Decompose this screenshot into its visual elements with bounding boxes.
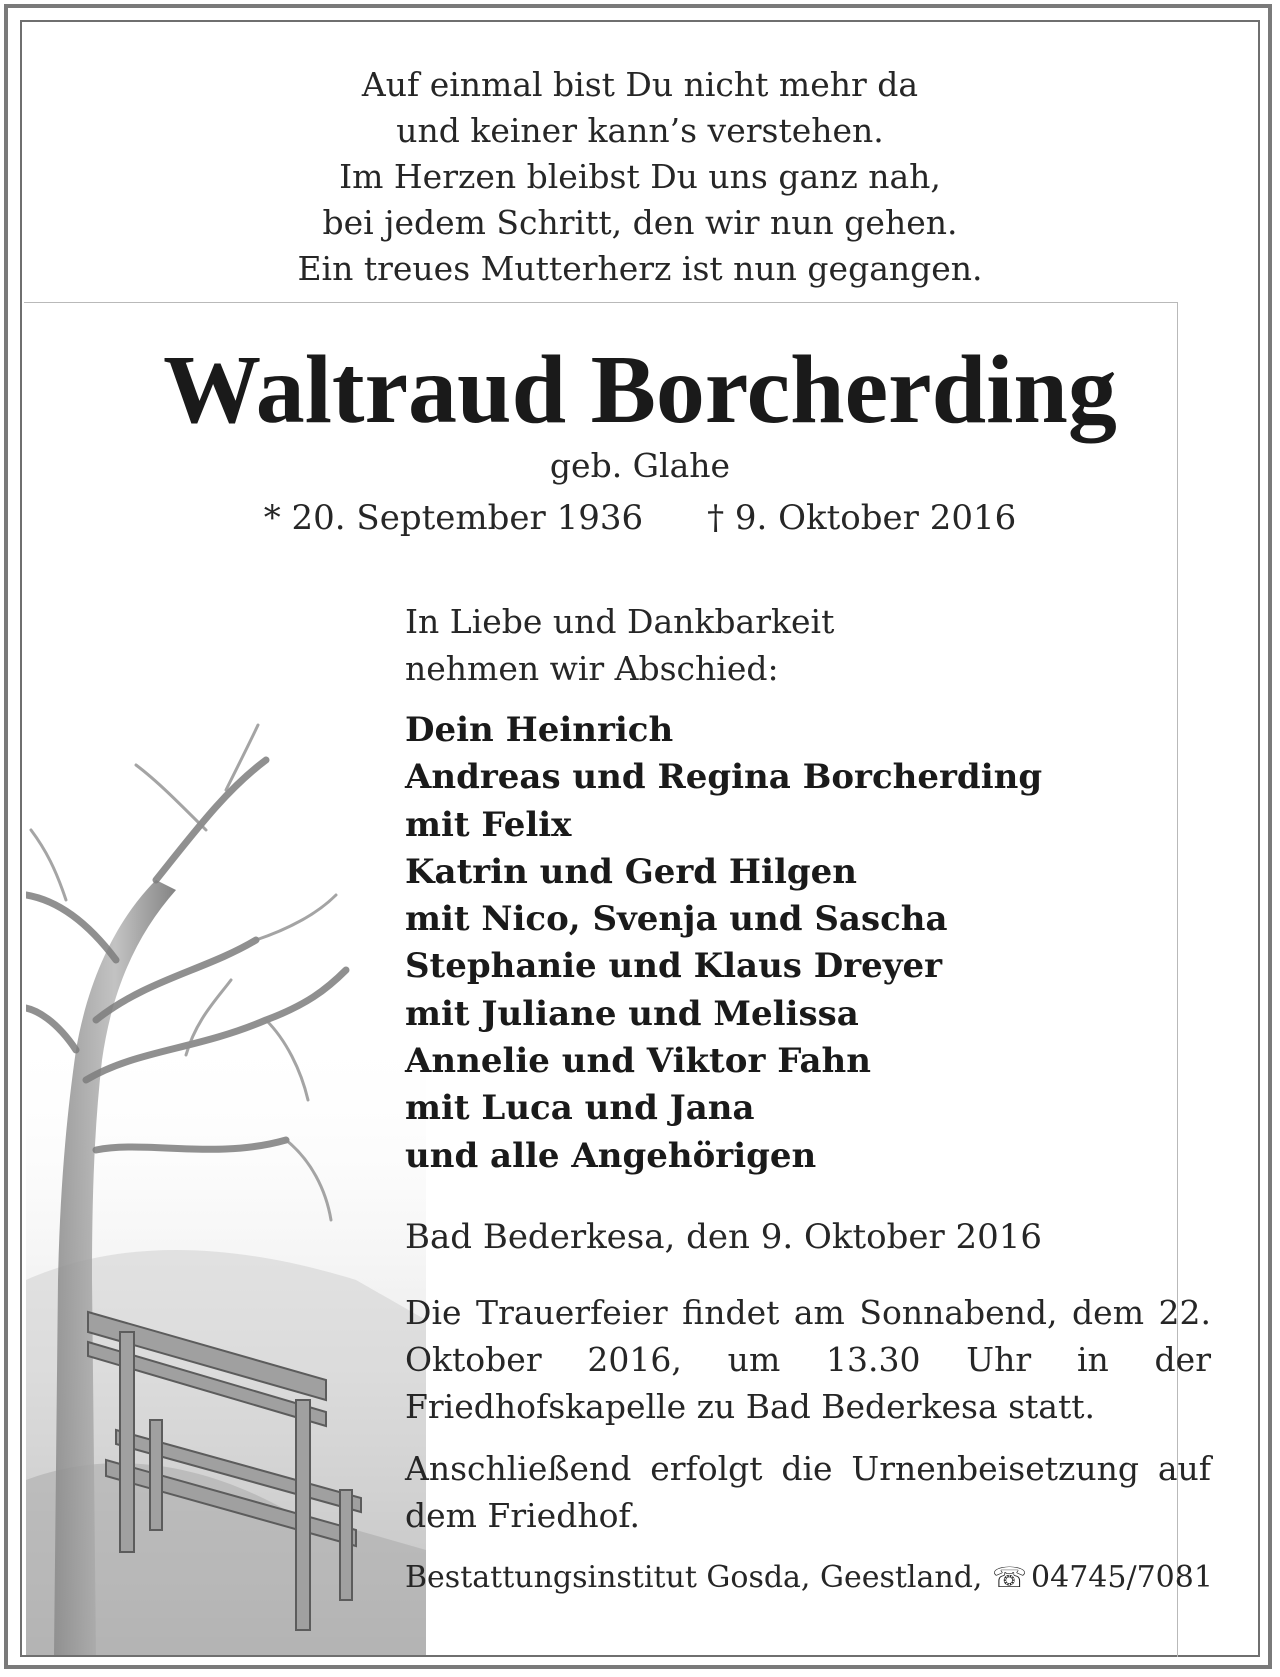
burial-text: Anschließend erfolgt die Urnenbeisetzung auf dem Friedhof. [405,1449,1211,1535]
poem-line: Auf einmal bist Du nicht mehr da [361,65,919,104]
poem-line: und keiner kann’s verstehen. [396,111,884,150]
life-dates [60,497,1220,539]
mourner: Andreas und Regina Borcherding [405,757,1043,798]
mourner: Dein Heinrich [405,710,674,750]
maiden-name: geb. Glahe [549,446,731,485]
mourner: mit Luca und Jana [405,1088,755,1129]
undertaker-name: Bestattungsinstitut Gosda, Geestland, [405,1560,983,1595]
tree-and-bench-illustration [26,720,426,1655]
poem-line: Im Herzen bleibst Du uns ganz nah, [339,157,941,196]
undertaker-line [405,1558,1213,1598]
memorial-poem [60,62,1220,292]
death-date: † 9. Oktober 2016 [707,498,1017,538]
mourner: Annelie und Viktor Fahn [405,1041,871,1082]
birth-date: * 20. September 1936 [263,498,644,538]
farewell-intro [405,598,1213,692]
telephone-icon: ☏ [992,1561,1028,1594]
poem-line: Ein treues Mutterherz ist nun gegangen. [297,249,983,288]
intro-line: nehmen wir Abschied: [405,649,779,688]
mourner: mit Juliane und Melissa [405,993,859,1034]
mourner: Katrin und Gerd Hilgen [405,851,857,892]
poem-line: bei jedem Schritt, den wir nun gehen. [322,203,958,242]
intro-line: In Liebe und Dankbarkeit [405,602,835,641]
mourner: Stephanie und Klaus Dreyer [405,946,943,987]
mourner: mit Felix [405,804,572,845]
mourner: und alle Angehörigen [405,1135,817,1176]
place-and-date: Bad Bederkesa, den 9. Oktober 2016 [405,1217,1043,1257]
mourner: mit Nico, Svenja und Sascha [405,899,948,940]
deceased-name: Waltraud Borcherding [163,336,1117,444]
undertaker-phone: 04745/7081 [1031,1560,1213,1595]
mourners-list [405,707,1213,1180]
funeral-service-text: Die Trauerfeier findet am Sonnabend, dem 22. Oktober 2016, um 13.30 Uhr in der Friedhofskapelle zu Bad Bederkesa statt. [405,1293,1211,1426]
